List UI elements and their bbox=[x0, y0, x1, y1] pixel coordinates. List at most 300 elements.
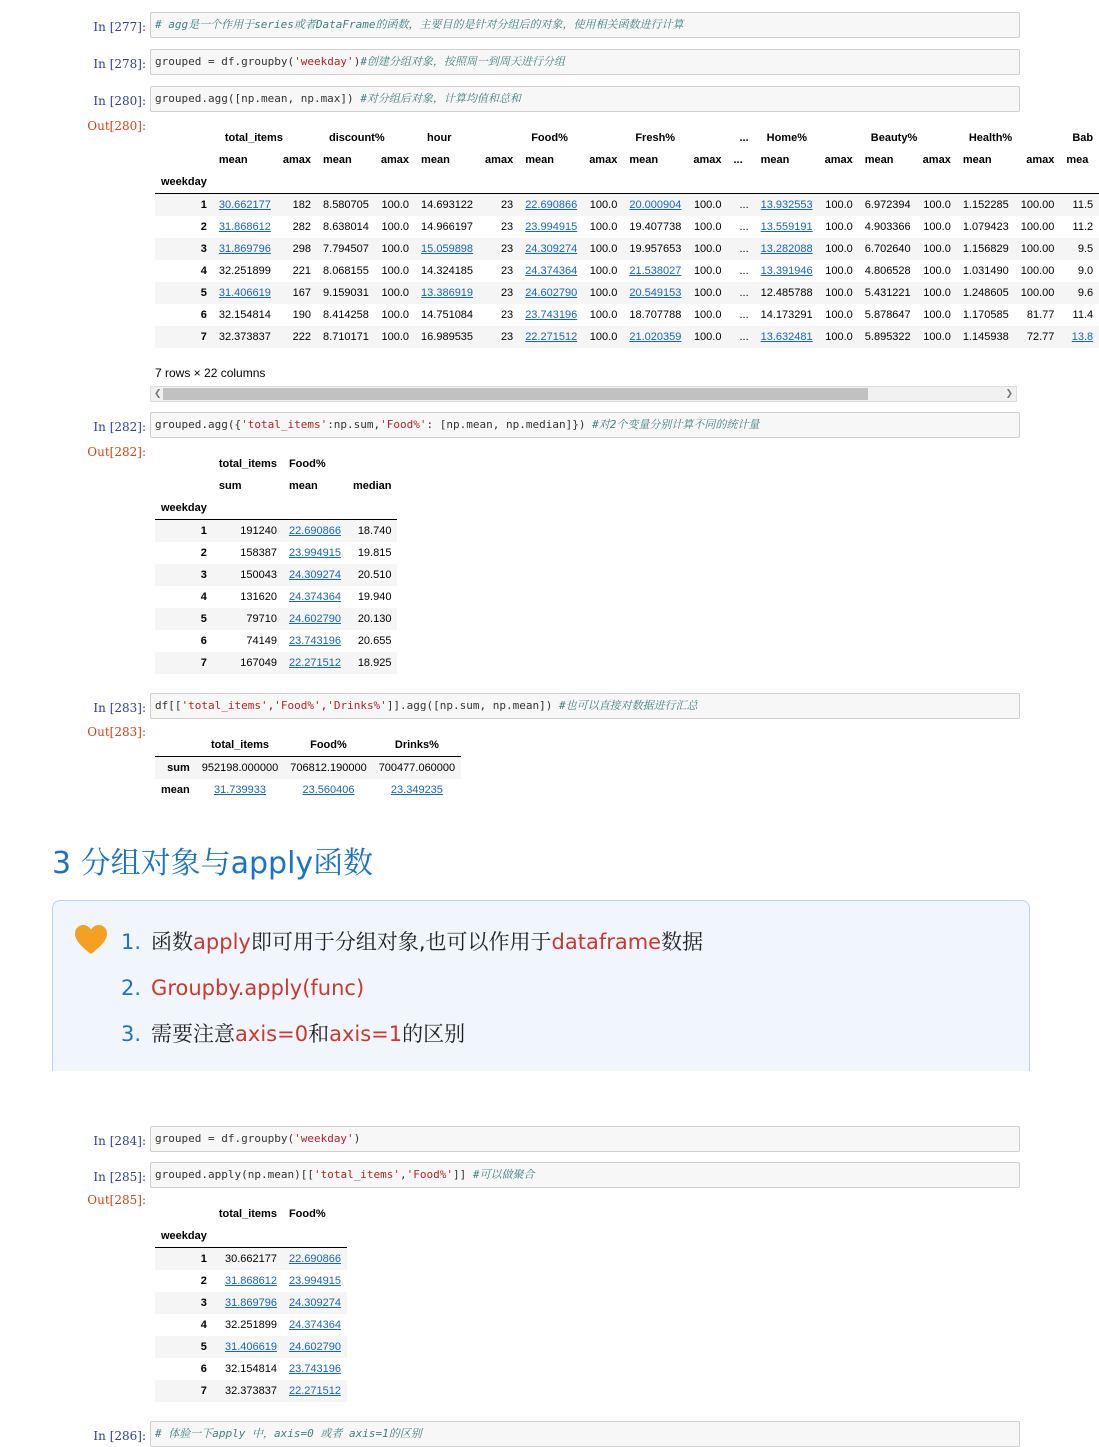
table-cell: 1.031490 bbox=[962, 265, 1009, 277]
table-cell: 23.349235 bbox=[390, 784, 443, 796]
row-index: 3 bbox=[200, 243, 207, 255]
code-token: # 体验一下apply 中，axis=0 或者 axis=1的区别 bbox=[155, 1427, 422, 1440]
note-item bbox=[121, 1011, 703, 1057]
table-cell: 100.00 bbox=[1020, 287, 1055, 299]
table-row bbox=[155, 326, 1099, 348]
row-index: 4 bbox=[200, 591, 207, 603]
table-cell: 5.895322 bbox=[864, 331, 911, 343]
table-cell: 1.145938 bbox=[962, 331, 1009, 343]
table-cell: 72.77 bbox=[1026, 331, 1055, 343]
table-row bbox=[155, 608, 397, 630]
table-cell: 11.5 bbox=[1072, 199, 1094, 211]
table-row bbox=[155, 652, 397, 674]
table-cell: 100.0 bbox=[693, 199, 722, 211]
table-cell: 8.580705 bbox=[323, 199, 369, 211]
table-cell: 32.251899 bbox=[224, 1319, 277, 1331]
column-header: Beauty% bbox=[870, 132, 918, 144]
code-token: ]] bbox=[453, 1168, 473, 1181]
row-index: 4 bbox=[200, 265, 207, 277]
table-cell: 100.0 bbox=[693, 287, 722, 299]
table-cell: 19.815 bbox=[357, 547, 392, 559]
table-cell: 100.0 bbox=[693, 243, 722, 255]
table-cell: 20.510 bbox=[357, 569, 392, 581]
column-header: Food% bbox=[288, 1208, 326, 1220]
table-cell: 23 bbox=[500, 287, 514, 299]
code-token: :np.sum, bbox=[327, 418, 381, 431]
out-prompt: Out[282]: bbox=[87, 445, 146, 459]
column-header: Health% bbox=[968, 132, 1013, 144]
scroll-right-icon[interactable]: ❯ bbox=[1005, 389, 1013, 399]
code-input[interactable] bbox=[150, 49, 1020, 75]
empty-header bbox=[415, 171, 479, 194]
table-row bbox=[155, 564, 397, 586]
code-token: 'total_items' bbox=[241, 418, 328, 431]
table-cell: 100.0 bbox=[693, 331, 722, 343]
scrollbar-thumb[interactable] bbox=[163, 388, 868, 400]
horizontal-scrollbar[interactable] bbox=[150, 386, 1017, 402]
code-token: grouped = df.groupby( bbox=[155, 1132, 295, 1145]
table-cell: 100.0 bbox=[825, 309, 853, 321]
table-cell: 182 bbox=[292, 199, 312, 211]
table-cell: 21.020359 bbox=[629, 331, 682, 343]
table-cell: 16.989535 bbox=[421, 331, 474, 343]
sub-header: mean bbox=[629, 154, 659, 166]
table-cell: 19.940 bbox=[357, 591, 392, 603]
table-cell: 8.710171 bbox=[323, 331, 369, 343]
table-cell: 31.869796 bbox=[224, 1297, 277, 1309]
table-cell: 23.994915 bbox=[525, 221, 578, 233]
table-cell: 100.0 bbox=[825, 287, 853, 299]
table-cell: 100.0 bbox=[923, 309, 951, 321]
table-cell: 19.957653 bbox=[629, 243, 682, 255]
table-cell: 100.0 bbox=[825, 243, 853, 255]
table-cell: 100.0 bbox=[693, 265, 722, 277]
table-cell: 22.690866 bbox=[525, 199, 578, 211]
table-cell: ... bbox=[739, 309, 749, 321]
empty-header bbox=[277, 171, 317, 194]
table-cell: 31.868612 bbox=[218, 221, 271, 233]
table-cell: 22.271512 bbox=[288, 657, 341, 669]
code-token: ]].agg([np.sum, np.mean]) bbox=[386, 699, 559, 712]
code-input[interactable] bbox=[150, 1126, 1020, 1152]
table-cell: 13.282088 bbox=[760, 243, 813, 255]
table-cell: 100.0 bbox=[825, 331, 853, 343]
empty-header bbox=[283, 1225, 347, 1248]
table-cell: 23 bbox=[500, 243, 514, 255]
sub-header: amax bbox=[380, 154, 410, 166]
table-cell: 100.0 bbox=[923, 331, 951, 343]
in-prompt: In [278]: bbox=[93, 57, 146, 71]
empty-header bbox=[283, 497, 347, 520]
table-cell: 6.972394 bbox=[864, 199, 911, 211]
table-cell: 31.406619 bbox=[218, 287, 271, 299]
note-text: 的区别 bbox=[402, 1022, 466, 1046]
table-cell: 74149 bbox=[246, 635, 277, 647]
code-token: : [np.mean, np.median]}) bbox=[426, 418, 593, 431]
empty-header bbox=[755, 171, 819, 194]
table-cell: 100.0 bbox=[381, 331, 410, 343]
table-cell: 20.655 bbox=[357, 635, 392, 647]
table-cell: ... bbox=[739, 287, 749, 299]
table-cell: 11.4 bbox=[1072, 309, 1094, 321]
table-cell: 24.309274 bbox=[288, 1297, 341, 1309]
output-table-280 bbox=[155, 127, 1099, 348]
table-cell: 13.8 bbox=[1071, 331, 1094, 343]
table-row bbox=[155, 586, 397, 608]
table-cell: 9.6 bbox=[1077, 287, 1094, 299]
sub-header: mean bbox=[864, 154, 894, 166]
table-cell: 23.743196 bbox=[525, 309, 578, 321]
table-cell: 1.156829 bbox=[962, 243, 1009, 255]
column-header: Food% bbox=[288, 458, 326, 470]
table-row bbox=[155, 1270, 347, 1292]
table-cell: 100.00 bbox=[1020, 243, 1055, 255]
column-header: Food% bbox=[531, 132, 568, 144]
table-cell: 100.0 bbox=[589, 265, 618, 277]
row-index: 6 bbox=[200, 635, 207, 647]
table-cell: 1.079423 bbox=[962, 221, 1009, 233]
table-cell: 100.0 bbox=[923, 199, 951, 211]
empty-header bbox=[213, 497, 283, 520]
code-token: 'Food%' bbox=[406, 1168, 454, 1181]
row-index: 6 bbox=[200, 1363, 207, 1375]
orange-heart-icon bbox=[75, 925, 107, 959]
table-cell: 9.5 bbox=[1077, 243, 1094, 255]
sub-header: median bbox=[352, 480, 392, 492]
table-cell: 100.0 bbox=[589, 199, 618, 211]
corner-cell bbox=[155, 149, 213, 171]
row-index: sum bbox=[167, 762, 190, 774]
table-cell: 6.702640 bbox=[864, 243, 911, 255]
table-row bbox=[155, 630, 397, 652]
note-box bbox=[52, 900, 1030, 1071]
note-text: 和 bbox=[308, 1022, 330, 1046]
out-prompt: Out[283]: bbox=[87, 725, 146, 739]
table-cell: 14.324185 bbox=[421, 265, 474, 277]
row-index: mean bbox=[161, 784, 190, 796]
code-token: 'weekday' bbox=[294, 1132, 354, 1145]
table-cell: 13.632481 bbox=[760, 331, 813, 343]
table-cell: 24.602790 bbox=[525, 287, 578, 299]
note-text: apply bbox=[193, 930, 251, 954]
code-token: , bbox=[400, 1168, 407, 1181]
code-input[interactable] bbox=[150, 1162, 1020, 1188]
row-index: 7 bbox=[200, 657, 207, 669]
code-token: #创建分组对象，按照周一到周天进行分组 bbox=[360, 55, 565, 68]
table-row bbox=[155, 1248, 347, 1271]
table-cell: 20.130 bbox=[357, 613, 392, 625]
column-header: ... bbox=[739, 132, 749, 144]
note-text: axis=0 bbox=[235, 1022, 309, 1046]
empty-header bbox=[623, 171, 687, 194]
table-row bbox=[155, 238, 1099, 260]
empty-header bbox=[1015, 171, 1061, 194]
column-header: discount% bbox=[329, 132, 385, 144]
table-cell: 100.0 bbox=[693, 309, 722, 321]
table-cell: 21.538027 bbox=[629, 265, 682, 277]
row-index: 2 bbox=[200, 547, 207, 559]
in-prompt: In [277]: bbox=[93, 20, 146, 34]
corner-cell bbox=[155, 475, 213, 497]
table-row bbox=[155, 520, 397, 543]
empty-header bbox=[957, 171, 1015, 194]
table-cell: 23 bbox=[500, 199, 514, 211]
column-header: total_items bbox=[196, 734, 284, 757]
sub-header: ... bbox=[733, 154, 743, 166]
empty-header bbox=[1060, 171, 1099, 194]
code-input[interactable] bbox=[150, 86, 1020, 112]
table-cell: ... bbox=[739, 243, 749, 255]
table-cell: 100.00 bbox=[1020, 199, 1055, 211]
in-prompt: In [283]: bbox=[93, 701, 146, 715]
note-number: 1. bbox=[121, 930, 142, 954]
code-input[interactable] bbox=[150, 693, 1020, 719]
table-cell: 32.373837 bbox=[224, 1385, 277, 1397]
table-cell: 100.00 bbox=[1020, 265, 1055, 277]
column-header: total_items bbox=[224, 132, 283, 144]
empty-header bbox=[317, 171, 375, 194]
table-cell: ... bbox=[739, 331, 749, 343]
scroll-left-icon[interactable]: ❮ bbox=[154, 389, 162, 399]
table-cell: 14.173291 bbox=[760, 309, 813, 321]
table-cell: 23 bbox=[500, 309, 514, 321]
output-table-283 bbox=[155, 734, 461, 801]
sub-header: amax bbox=[1026, 154, 1055, 166]
table-cell: 20.549153 bbox=[629, 287, 682, 299]
table-cell: 13.391946 bbox=[760, 265, 813, 277]
sub-header: amax bbox=[693, 154, 722, 166]
empty-header bbox=[819, 171, 859, 194]
table-cell: 22.690866 bbox=[288, 525, 341, 537]
code-token: 'Food%' bbox=[380, 418, 427, 431]
table-cell: 12.485788 bbox=[760, 287, 813, 299]
sub-header: mean bbox=[962, 154, 992, 166]
table-cell: 13.559191 bbox=[760, 221, 813, 233]
table-cell: 221 bbox=[292, 265, 312, 277]
table-cell: 24.374364 bbox=[288, 591, 341, 603]
table-cell: 22.271512 bbox=[288, 1385, 341, 1397]
out-prompt: Out[285]: bbox=[87, 1193, 146, 1207]
in-prompt: In [284]: bbox=[93, 1134, 146, 1148]
table-cell: 190 bbox=[292, 309, 312, 321]
table-cell: 4.806528 bbox=[864, 265, 911, 277]
table-cell: 20.000904 bbox=[629, 199, 682, 211]
table-cell: 14.693122 bbox=[421, 199, 474, 211]
table-cell: 11.2 bbox=[1072, 221, 1094, 233]
code-token: # agg是一个作用于series或者DataFrame的函数，主要目的是针对分组后的对象，使用相关函数进行计算 bbox=[155, 18, 684, 31]
table-cell: 8.414258 bbox=[323, 309, 369, 321]
table-cell: 100.0 bbox=[381, 243, 410, 255]
empty-header bbox=[479, 171, 519, 194]
row-index: 1 bbox=[200, 199, 207, 211]
empty-header bbox=[213, 1225, 283, 1248]
index-name: weekday bbox=[155, 497, 213, 520]
table-cell: 100.0 bbox=[923, 287, 951, 299]
table-row bbox=[155, 542, 397, 564]
code-token: #对分组后对象，计算均值和总和 bbox=[360, 92, 521, 105]
code-token: ) bbox=[353, 55, 361, 68]
table-cell: 100.0 bbox=[693, 221, 722, 233]
table-cell: 222 bbox=[292, 331, 312, 343]
code-input[interactable] bbox=[150, 1421, 1020, 1447]
table-cell: 100.0 bbox=[923, 265, 951, 277]
row-index: 7 bbox=[200, 1385, 207, 1397]
table-cell: 100.0 bbox=[381, 287, 410, 299]
table-cell: 30.662177 bbox=[224, 1253, 277, 1265]
table-cell: 32.154814 bbox=[218, 309, 271, 321]
table-cell: 700477.060000 bbox=[378, 762, 456, 774]
row-index: 1 bbox=[200, 525, 207, 537]
table-cell: 282 bbox=[292, 221, 312, 233]
table-cell: 32.154814 bbox=[224, 1363, 277, 1375]
empty-header bbox=[859, 171, 917, 194]
note-list bbox=[121, 919, 703, 1057]
table-cell: 167049 bbox=[240, 657, 277, 669]
empty-header bbox=[213, 171, 277, 194]
row-index: 5 bbox=[200, 287, 207, 299]
code-token: 'weekday' bbox=[294, 55, 354, 68]
in-prompt: In [282]: bbox=[93, 420, 146, 434]
table-cell: 131620 bbox=[240, 591, 277, 603]
table-cell: 81.77 bbox=[1026, 309, 1055, 321]
column-header: Home% bbox=[766, 132, 807, 144]
table-row bbox=[155, 757, 461, 780]
note-item bbox=[121, 965, 703, 1011]
code-token: grouped.apply(np.mean)[[ bbox=[155, 1168, 314, 1181]
column-header: hour bbox=[427, 132, 452, 144]
table-cell: 31.869796 bbox=[218, 243, 271, 255]
note-text: axis=1 bbox=[329, 1022, 403, 1046]
table-cell: 23.994915 bbox=[288, 1275, 341, 1287]
empty-header bbox=[917, 171, 957, 194]
code-token: #也可以直接对数据进行汇总 bbox=[559, 699, 698, 712]
sub-header: amax bbox=[922, 154, 951, 166]
table-row bbox=[155, 194, 1099, 217]
table-cell: 22.690866 bbox=[288, 1253, 341, 1265]
table-cell: 8.068155 bbox=[323, 265, 369, 277]
out-prompt: Out[280]: bbox=[87, 119, 146, 133]
empty-header bbox=[687, 171, 727, 194]
table-row bbox=[155, 1292, 347, 1314]
code-input[interactable] bbox=[150, 12, 1020, 38]
table-row bbox=[155, 1380, 347, 1402]
row-index: 5 bbox=[200, 613, 207, 625]
table-row bbox=[155, 282, 1099, 304]
table-row bbox=[155, 304, 1099, 326]
empty-header bbox=[347, 497, 398, 520]
table-cell: 23.743196 bbox=[288, 1363, 341, 1375]
table-cell: 5.431221 bbox=[864, 287, 911, 299]
sub-header: mean bbox=[760, 154, 790, 166]
column-header: total_items bbox=[218, 458, 277, 470]
table-cell: 18.925 bbox=[357, 657, 392, 669]
sub-header: mean bbox=[218, 154, 248, 166]
table-cell: 100.0 bbox=[923, 243, 951, 255]
empty-header bbox=[583, 171, 623, 194]
corner-cell bbox=[155, 127, 213, 149]
code-token: , bbox=[320, 699, 328, 712]
sub-header: mean bbox=[525, 154, 554, 166]
note-text: 数据 bbox=[661, 930, 704, 954]
table-cell: 23.560406 bbox=[302, 784, 355, 796]
table-cell: 298 bbox=[292, 243, 312, 255]
index-name: weekday bbox=[155, 1225, 213, 1248]
table-cell: 13.386919 bbox=[421, 287, 474, 299]
table-cell: 158387 bbox=[240, 547, 277, 559]
table-cell: 19.407738 bbox=[629, 221, 682, 233]
table-cell: 24.602790 bbox=[288, 613, 341, 625]
table-cell: 100.0 bbox=[589, 221, 618, 233]
table-cell: 24.309274 bbox=[288, 569, 341, 581]
code-input[interactable] bbox=[150, 412, 1020, 438]
table-cell: 14.751084 bbox=[421, 309, 474, 321]
table-cell: 1.170585 bbox=[962, 309, 1009, 321]
code-token: grouped = df.groupby( bbox=[155, 55, 295, 68]
table-cell: 100.0 bbox=[381, 265, 410, 277]
note-text: 需要注意 bbox=[151, 1022, 236, 1046]
table-cell: 13.932553 bbox=[760, 199, 813, 211]
table-cell: 100.0 bbox=[589, 331, 618, 343]
table-cell: 23.994915 bbox=[288, 547, 341, 559]
note-text: 即可用于分组对象,也可以作用于 bbox=[250, 930, 552, 954]
corner-cell bbox=[155, 453, 213, 475]
table-cell: 18.740 bbox=[357, 525, 392, 537]
sub-header: mean bbox=[323, 154, 352, 166]
column-header bbox=[347, 453, 398, 475]
code-token: 'Drinks%' bbox=[327, 699, 387, 712]
table-cell: 100.00 bbox=[1020, 221, 1055, 233]
corner-cell bbox=[155, 1203, 213, 1225]
note-text: Groupby.apply(func) bbox=[151, 976, 365, 1000]
code-token: , bbox=[267, 699, 275, 712]
table-cell: 32.373837 bbox=[218, 331, 271, 343]
table-cell: 167 bbox=[292, 287, 312, 299]
note-text: dataframe bbox=[551, 930, 662, 954]
table-cell: 100.0 bbox=[923, 221, 951, 233]
table-cell: ... bbox=[739, 199, 749, 211]
code-token: grouped.agg({ bbox=[155, 418, 242, 431]
sub-header: amax bbox=[282, 154, 312, 166]
table-cell: 100.0 bbox=[589, 243, 618, 255]
row-index: 7 bbox=[200, 331, 207, 343]
table-cell: 5.878647 bbox=[864, 309, 911, 321]
note-number: 3. bbox=[121, 1022, 142, 1046]
column-header: total_items bbox=[218, 1208, 277, 1220]
sub-header: amax bbox=[589, 154, 618, 166]
table-cell: 31.868612 bbox=[224, 1275, 277, 1287]
table-cell: 31.739933 bbox=[213, 784, 266, 796]
corner-cell bbox=[155, 734, 196, 757]
sub-header: mean bbox=[421, 154, 450, 166]
in-prompt: In [280]: bbox=[93, 94, 146, 108]
row-index: 3 bbox=[200, 1297, 207, 1309]
code-token: 'total_items' bbox=[181, 699, 268, 712]
output-table-282 bbox=[155, 453, 397, 674]
table-cell: 23 bbox=[500, 221, 514, 233]
table-cell: 8.638014 bbox=[323, 221, 369, 233]
code-token: 'Food%' bbox=[274, 699, 321, 712]
sub-header: mea bbox=[1066, 154, 1089, 166]
row-index: 4 bbox=[200, 1319, 207, 1331]
sub-header: sum bbox=[218, 480, 242, 492]
table-cell: 24.374364 bbox=[525, 265, 578, 277]
note-text: 函数 bbox=[151, 930, 194, 954]
empty-header bbox=[375, 171, 415, 194]
table-cell: 23 bbox=[500, 331, 514, 343]
table-cell: 100.0 bbox=[825, 221, 853, 233]
row-index: 2 bbox=[200, 221, 207, 233]
table-cell: 1.152285 bbox=[962, 199, 1009, 211]
